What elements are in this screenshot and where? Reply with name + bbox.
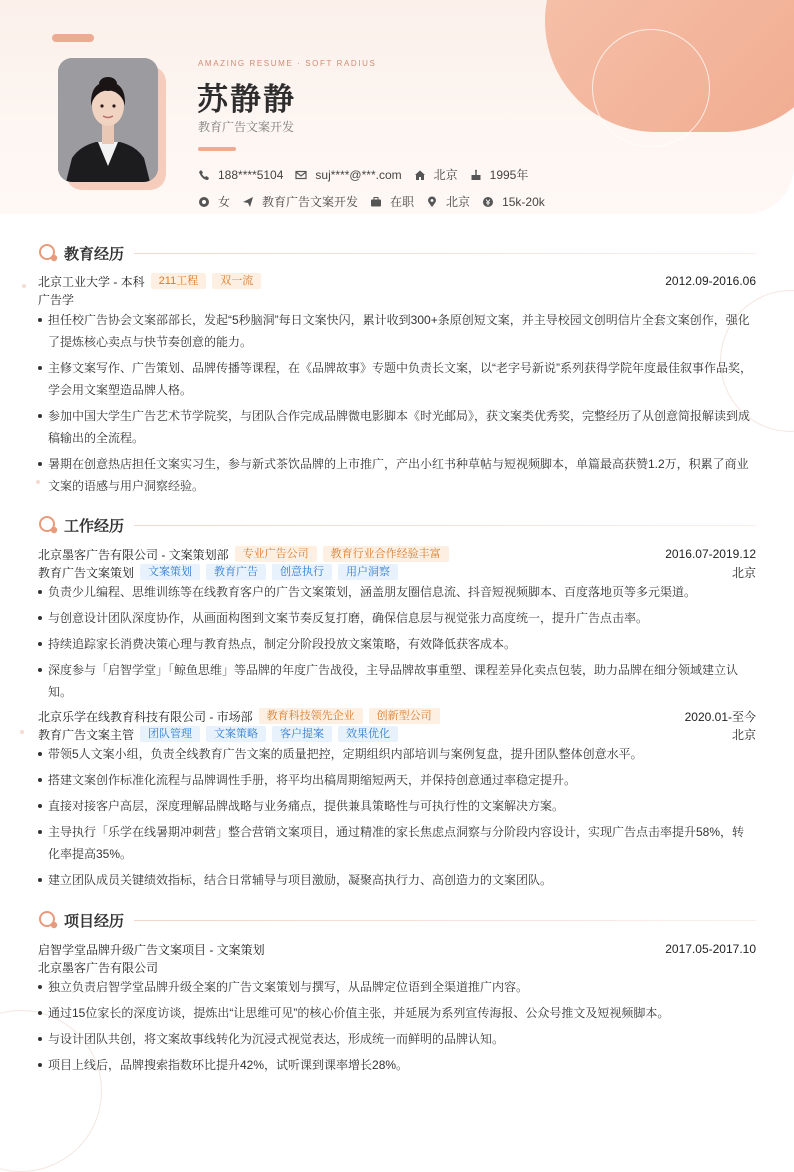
company-tag: 教育科技领先企业 (259, 708, 363, 724)
section-rule (134, 525, 756, 526)
list-item (38, 309, 756, 353)
job-header (38, 707, 756, 725)
location-icon (426, 196, 438, 208)
list-item (38, 769, 756, 791)
search-section-icon (38, 242, 60, 264)
bullet-text: 持续追踪家长消费决策心理与教育热点，制定分阶段投放文案策略，有效降低获客成本。 (48, 637, 517, 651)
salary-text: 15k-20k (502, 194, 545, 209)
email-text: suj****@***.com (315, 167, 402, 182)
list-item (38, 795, 756, 817)
job-role: 教育广告文案主管 (38, 727, 135, 742)
phone-text: 188****5104 (218, 167, 284, 182)
section-education-header (38, 242, 756, 264)
bullet-text: 直接对接客户高层，深度理解品牌战略与业务痛点，提供兼具策略性与可执行性的文案解决方案。 (48, 799, 565, 813)
email-item (295, 168, 401, 182)
section-rule (134, 920, 756, 921)
bullet-text: 搭建文案创作标准化流程与品牌调性手册，将平均出稿周期缩短两天，并保持创意通过率稳定提升。 (48, 773, 577, 787)
birth-text: 1995年 (489, 168, 529, 182)
project-company: 北京墨客广告有限公司 (38, 960, 159, 975)
bullet-text: 独立负责启智学堂品牌升级全案的广告文案策划与撰写，从品牌定位语到全渠道推广内容。 (48, 980, 529, 994)
job-period: 2016.07-2019.12 (665, 547, 756, 561)
bullet-text: 暑期在创意热店担任文案实习生，参与新式茶饮品牌的上市推广，产出小红书种草帖与短视频脚本，单篇最高获赞1.2万，积累了商业文案的语感与用户洞察经验。 (48, 457, 749, 493)
list-item (38, 743, 756, 765)
list-item (38, 607, 756, 629)
company-name: 北京乐学在线教育科技有限公司 - 市场部 (38, 709, 253, 724)
school-tag: 双一流 (212, 273, 261, 289)
job-city: 北京 (731, 565, 756, 580)
bullet-text: 负责少儿编程、思维训练等在线教育客户的广告文案策划，涵盖朋友圈信息流、抖音短视频脚本、百度落地页等多元渠道。 (48, 585, 697, 599)
salary-icon (482, 196, 494, 208)
accent-divider (198, 147, 236, 151)
section-title: 教育经历 (64, 245, 125, 263)
education-entry-header (38, 272, 756, 290)
education-major-row (38, 290, 756, 308)
job-period: 2020.01-至今 (684, 709, 756, 724)
resume-tagline: AMAZING RESUME · SOFT RADIUS (198, 59, 377, 68)
portrait-illustration (58, 58, 158, 182)
section-title: 项目经历 (64, 912, 125, 930)
intent-item (242, 193, 358, 210)
contact-row-1 (198, 166, 540, 183)
list-item (38, 357, 756, 401)
status-item (370, 193, 414, 210)
location-item (426, 193, 470, 210)
send-icon (242, 196, 254, 208)
location-text: 北京 (446, 195, 471, 209)
bullet-text: 建立团队成员关键绩效指标，结合日常辅导与项目激励，凝聚高执行力、高创造力的文案团队。 (48, 873, 553, 887)
skill-tag: 客户提案 (272, 726, 332, 742)
skill-tag: 用户洞察 (338, 564, 398, 580)
cake-icon (470, 169, 482, 181)
list-item (38, 633, 756, 655)
home-icon (414, 169, 426, 181)
bullet-text: 与创意设计团队深度协作，从画面构图到文案节奏反复打磨，确保信息层与视觉张力高度统一，提升广告点击率。 (48, 611, 649, 625)
skill-tag: 教育广告 (206, 564, 266, 580)
list-item (38, 453, 756, 497)
section-work-header (38, 514, 756, 536)
project-header (38, 940, 756, 958)
section-projects-header (38, 909, 756, 931)
job-city: 北京 (731, 727, 756, 742)
bullet-text: 深度参与「启智学堂」「鲸鱼思维」等品牌的年度广告战役，主导品牌故事重塑、课程差异化卖点包装，助力品牌在细分领域建立认知。 (48, 663, 739, 699)
phone-icon (198, 169, 210, 181)
list-item (38, 581, 756, 603)
job-role: 教育广告文案策划 (38, 565, 135, 580)
birth-item (470, 166, 529, 183)
job-header (38, 545, 756, 563)
briefcase-icon (370, 196, 382, 208)
status-text: 在职 (390, 195, 415, 209)
bullet-text: 参加中国大学生广告艺术节学院奖，与团队合作完成品牌微电影脚本《时光邮局》，获文案类优秀奖，完整经历了从创意简报解读到成稿输出的全流程。 (48, 409, 751, 445)
contact-row-2 (198, 193, 557, 210)
project-period: 2017.05-2017.10 (665, 942, 756, 956)
phone-item (198, 168, 283, 182)
bullet-text: 通过15位家长的深度访谈，提炼出“让思维可见”的核心价值主张，并延展为系列宣传海报、公众号推文及短视频脚本。 (48, 1006, 670, 1020)
decorative-bar (52, 34, 94, 42)
company-tag: 教育行业合作经验丰富 (323, 546, 449, 562)
avatar (58, 58, 158, 182)
bullet-text: 担任校广告协会文案部部长，发起“5秒脑洞”每日文案快闪，累计收到300+条原创短文案，并主导校园文创明信片全套文案创作，强化了提炼核心卖点与快节奏创意的能力。 (48, 313, 750, 349)
project-company-row (38, 958, 756, 976)
list-item (38, 405, 756, 449)
bullet-text: 主导执行「乐学在线暑期冲刺营」整合营销文案项目，通过精准的家长焦虑点洞察与分阶段内容设计，实现广告点击率提升58%，转化率提高35%。 (48, 825, 745, 861)
skill-tag: 创意执行 (272, 564, 332, 580)
list-item (38, 821, 756, 865)
gender-icon (198, 196, 210, 208)
search-section-icon (38, 909, 60, 931)
list-item (38, 659, 756, 703)
salary-item (482, 195, 545, 209)
list-item (38, 1054, 756, 1076)
school-tag: 211工程 (151, 273, 207, 289)
decorative-dot (22, 284, 26, 288)
job-title: 教育广告文案开发 (198, 120, 295, 134)
project-name: 启智学堂品牌升级广告文案项目 - 文案策划 (38, 942, 265, 957)
search-section-icon (38, 514, 60, 536)
home-text: 北京 (433, 168, 458, 182)
decorative-dot (20, 730, 24, 734)
gender-text: 女 (218, 195, 231, 209)
skill-tag: 文案策划 (140, 564, 200, 580)
mail-icon (295, 169, 307, 181)
bullet-text: 与设计团队共创，将文案故事线转化为沉浸式视觉表达，形成统一而鲜明的品牌认知。 (48, 1032, 505, 1046)
intent-text: 教育广告文案开发 (262, 195, 359, 209)
gender-item (198, 193, 230, 210)
skill-tag: 文案策略 (206, 726, 266, 742)
bullet-text: 项目上线后，品牌搜索指数环比提升42%，试听课到课率增长28%。 (48, 1058, 409, 1072)
candidate-name: 苏静静 (197, 82, 296, 117)
list-item (38, 1002, 756, 1024)
section-title: 工作经历 (64, 517, 125, 535)
education-period: 2012.09-2016.06 (665, 274, 756, 288)
list-item (38, 869, 756, 891)
bullet-text: 带领5人文案小组，负责全线教育广告文案的质量把控，定期组织内部培训与案例复盘，提升团队整体创意水平。 (48, 747, 643, 761)
list-item (38, 976, 756, 998)
skill-tag: 团队管理 (140, 726, 200, 742)
company-tag: 专业广告公司 (235, 546, 317, 562)
list-item (38, 1028, 756, 1050)
bullet-text: 主修文案写作、广告策划、品牌传播等课程，在《品牌故事》专题中负责长文案，以“老字号新说”系列获得学院年度最佳叙事作品奖，学会用文案塑造品牌人格。 (48, 361, 752, 397)
decorative-ring (592, 29, 710, 147)
skill-tag: 效果优化 (338, 726, 398, 742)
home-item (414, 166, 458, 183)
company-name: 北京墨客广告有限公司 - 文案策划部 (38, 547, 229, 562)
job-role-row (38, 725, 756, 743)
section-rule (134, 253, 756, 254)
company-tag: 创新型公司 (369, 708, 440, 724)
job-role-row (38, 563, 756, 581)
school-name: 北京工业大学 - 本科 (38, 274, 145, 289)
major: 广告学 (38, 292, 75, 307)
